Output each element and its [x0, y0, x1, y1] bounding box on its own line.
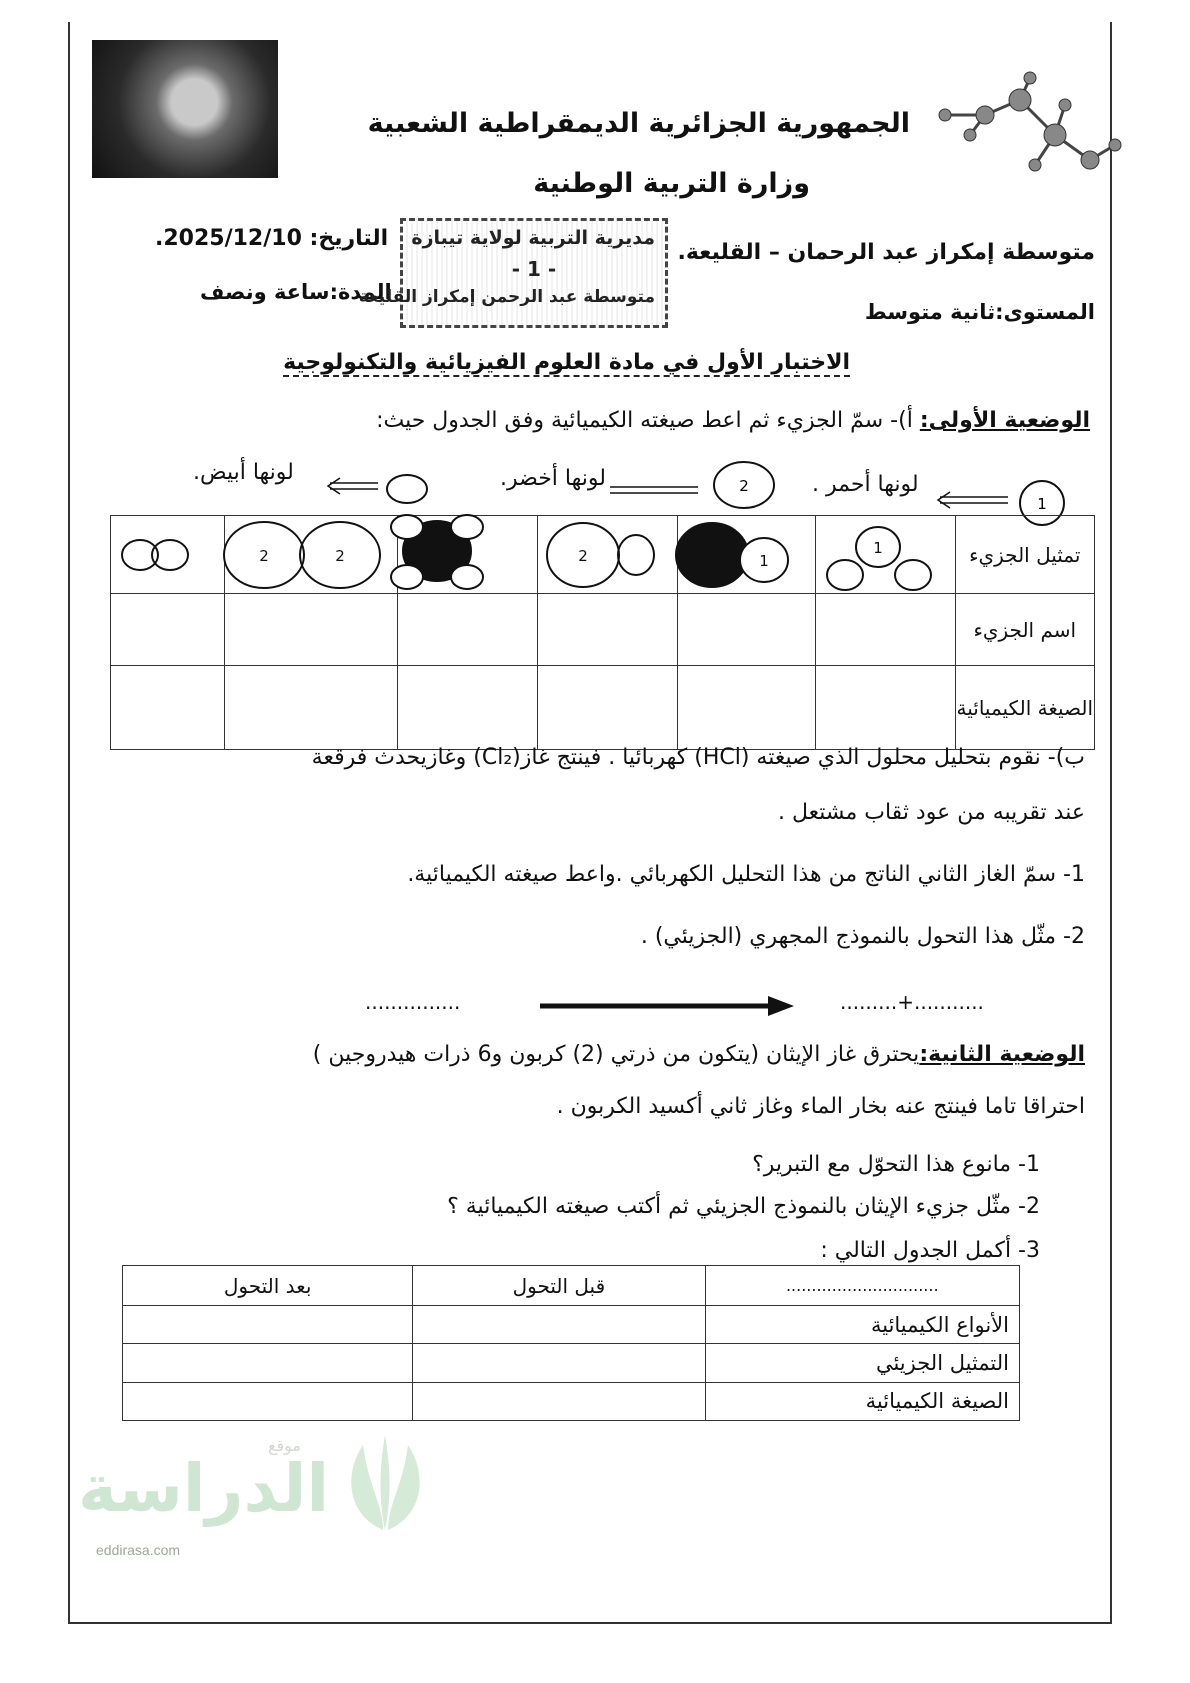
arrow-icon — [320, 476, 380, 496]
column-header-blank: .............................. — [705, 1266, 1020, 1306]
legend-text-2: لونها أخضر. — [500, 466, 606, 491]
s1-question-2: 2- مثّل هذا التحول بالنموذج المجهري (الجزيئي) . — [640, 924, 1085, 949]
arrow-icon — [930, 490, 1010, 510]
atom-label: 1 — [873, 539, 883, 557]
atom-label: 2 — [335, 547, 345, 565]
molecule-icon — [930, 70, 1120, 190]
watermark-url: eddirasa.com — [96, 1542, 181, 1558]
answer-cell[interactable] — [413, 1306, 705, 1344]
legend-text-white: لونها أبيض. — [193, 460, 294, 485]
s2-question-1: 1- مانوع هذا التحوّل مع التبرير؟ — [752, 1152, 1040, 1177]
row-label-model: التمثيل الجزيئي — [705, 1344, 1020, 1382]
answer-cell[interactable] — [398, 666, 538, 750]
answer-cell[interactable] — [123, 1382, 413, 1420]
situation1-part-a: أ)- سمّ الجزيء ثم اعط صيغته الكيميائية وفق الجدول حيث: — [376, 408, 913, 433]
legend-atom-1-number: 1 — [1037, 495, 1047, 513]
exam-title: الاختبار الأول في مادة العلوم الفيزيائية والتكنولوجية — [283, 350, 850, 375]
answer-cell[interactable] — [815, 594, 955, 666]
molecule-ch4 — [391, 515, 483, 589]
column-header-before: قبل التحول — [413, 1266, 705, 1306]
answer-cell[interactable] — [538, 666, 678, 750]
legend-text-1: لونها أحمر . — [812, 472, 919, 497]
s2-question-3: 3- أكمل الجدول التالي : — [820, 1238, 1040, 1263]
answer-cell[interactable] — [111, 594, 225, 666]
molecule-cl2 — [224, 522, 380, 588]
answer-cell[interactable] — [815, 666, 955, 750]
s1-question-1: 1- سمّ الغاز الثاني الناتج من هذا التحليل الكهربائي .واعط صيغته الكيميائية. — [407, 862, 1085, 887]
school-stamp: مديرية التربية لولاية تيبازة - 1 - متوسطة عبد الرحمن إمكراز القليعة — [400, 218, 668, 328]
situation2-heading: الوضعية الثانية: — [919, 1042, 1085, 1067]
molecule-co — [676, 523, 788, 587]
situation1-heading: الوضعية الأولى: — [919, 408, 1090, 433]
molecule-h2 — [122, 540, 188, 570]
part-b-line1: ب)- نقوم بتحليل محلول الذي صيغته (HCl) كهربائيا . فينتج غاز(Cl₂) وغازيحدث فرقعة — [311, 745, 1085, 770]
situation2-line1: يحترق غاز الإيثان (يتكون من ذرتي (2) كربون و6 ذرات هيدروجين ) — [312, 1042, 920, 1067]
situation2-intro — [313, 1042, 1085, 1067]
equation-products[interactable]: ............... — [365, 990, 461, 1014]
watermark-site-word: موقع — [268, 1436, 301, 1455]
situation1-intro — [376, 408, 1090, 433]
row-label-formula: الصيغة الكيميائية — [705, 1382, 1020, 1420]
row-label-representation: تمثيل الجزيء — [955, 516, 1094, 594]
watermark-brand: الدراسة — [78, 1450, 330, 1527]
legend-atom-white — [384, 472, 430, 506]
s2-question-2: 2- مثّل جزيء الإيثان بالنموذج الجزيئي ثم أكتب صيغته الكيميائية ؟ — [447, 1194, 1040, 1219]
answer-cell[interactable] — [123, 1344, 413, 1382]
molecule-h2o — [827, 527, 931, 590]
legend-atom-2 — [712, 460, 776, 510]
arrow-icon — [600, 480, 700, 500]
situation2-line2: احتراقا تاما فينتج عنه بخار الماء وغاز ثاني أكسيد الكربون . — [556, 1094, 1085, 1119]
watermark — [78, 1430, 438, 1560]
legend-atom-2-number: 2 — [739, 477, 749, 495]
atom-label: 1 — [759, 552, 769, 570]
molecule-drawings — [110, 515, 1095, 595]
atom-label: 2 — [578, 547, 588, 565]
transformation-table — [122, 1265, 1020, 1421]
republic-title: الجمهورية الجزائرية الديمقراطية الشعبية — [367, 108, 910, 139]
column-header-after: بعد التحول — [123, 1266, 413, 1306]
exam-duration: المدة:ساعة ونصف — [200, 280, 392, 304]
school-name: متوسطة إمكراز عبد الرحمان – القليعة. — [677, 240, 1095, 265]
leaf-logo-icon — [328, 1435, 438, 1545]
answer-cell[interactable] — [413, 1344, 705, 1382]
bulb-photo — [92, 40, 278, 178]
answer-cell[interactable] — [224, 594, 397, 666]
atom-label: 2 — [259, 547, 269, 565]
row-label-formula: الصيغة الكيميائية — [955, 666, 1094, 750]
answer-cell[interactable] — [111, 666, 225, 750]
arrow-icon — [540, 994, 795, 1018]
row-label-species: الأنواع الكيميائية — [705, 1306, 1020, 1344]
answer-cell[interactable] — [538, 594, 678, 666]
molecule-hcl — [547, 523, 654, 587]
ministry-title: وزارة التربية الوطنية — [533, 168, 810, 199]
answer-cell[interactable] — [123, 1306, 413, 1344]
part-b-line2: عند تقريبه من عود ثقاب مشتعل . — [777, 800, 1085, 825]
row-label-name: اسم الجزيء — [955, 594, 1094, 666]
answer-cell[interactable] — [398, 594, 538, 666]
answer-cell[interactable] — [677, 594, 815, 666]
answer-cell[interactable] — [413, 1382, 705, 1420]
equation-reactants[interactable]: ...........+......... — [840, 990, 984, 1014]
answer-cell[interactable] — [224, 666, 397, 750]
exam-date: التاريخ: 2025/12/10. — [155, 226, 389, 251]
level: المستوى:ثانية متوسط — [864, 300, 1095, 324]
answer-cell[interactable] — [677, 666, 815, 750]
